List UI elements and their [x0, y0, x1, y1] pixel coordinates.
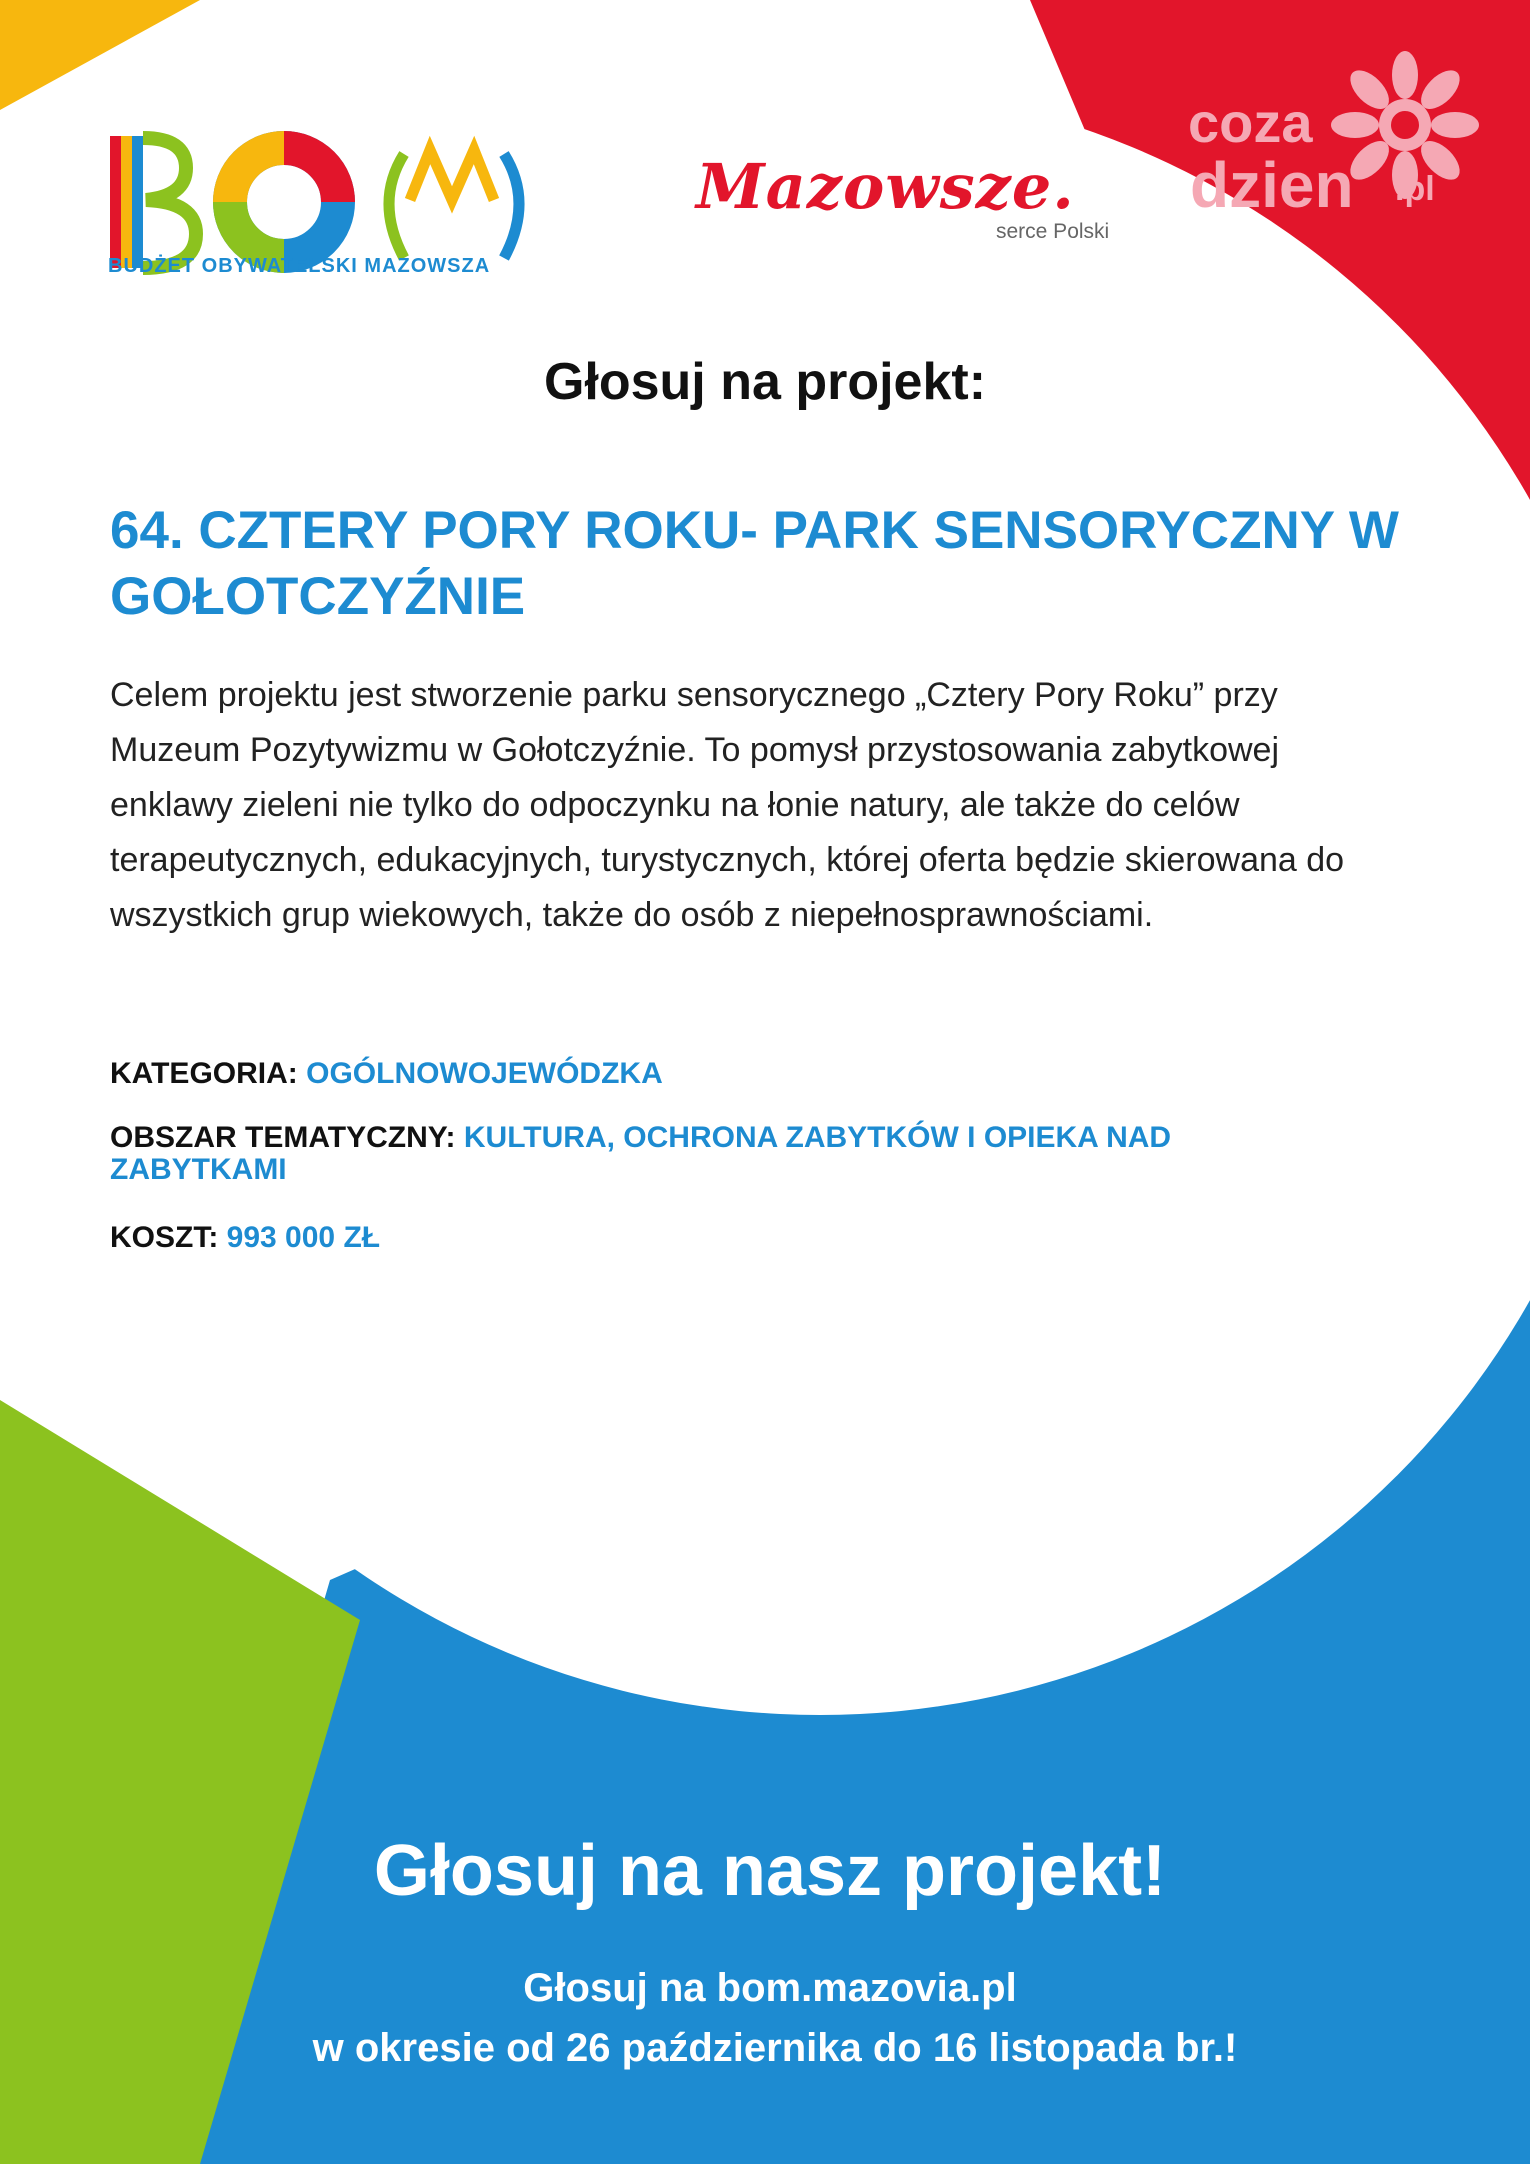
vote-cta-heading: Głosuj na nasz projekt!	[373, 1831, 1167, 1911]
vote-period-line: w okresie od 26 października do 16 listopada br.!	[312, 2026, 1238, 2070]
cost-label: KOSZT:	[110, 1221, 219, 1254]
cost-row	[110, 1222, 1340, 1254]
category-row	[110, 1058, 1340, 1090]
mazowsze-tagline: serce Polski	[996, 220, 1110, 243]
cost-value: 993 000 ZŁ	[226, 1221, 381, 1254]
cozadzien-logo-part2: dzien	[1190, 149, 1354, 221]
bom-caption: BUDŻET OBYWATELSKI MAZOWSZA	[108, 255, 491, 277]
category-label: KATEGORIA:	[110, 1057, 298, 1090]
project-description: Celem projektu jest stworzenie parku sensorycznego „Cztery Pory Roku” przy Muzeum Pozytywizmu w Gołotczyźnie. To pomysł przystosowania zabytkowej enklawy zieleni nie tylko do odpoczynku na łonie natury, ale także do celów terapeutycznych, edukacyjnych, turystycznych, której oferta będzie skierowana do wszystkich grup wiekowych, także do osób z niepełnosprawnościami.	[110, 676, 1345, 934]
mazowsze-logo: Mazowsze.	[696, 150, 1075, 223]
cozadzien-logo-part1: coza	[1188, 91, 1313, 154]
thematic-area-row	[110, 1122, 1340, 1186]
category-value: OGÓLNOWOJEWÓDZKA	[306, 1057, 663, 1090]
project-title: 64. CZTERY PORY ROKU- PARK SENSORYCZNY W GOŁOTCZYŹNIE	[110, 501, 1399, 626]
vote-url-line: Głosuj na bom.mazovia.pl	[523, 1966, 1017, 2010]
page-heading: Głosuj na projekt:	[543, 353, 987, 411]
thematic-area-label: OBSZAR TEMATYCZNY:	[110, 1121, 456, 1154]
thematic-area-value: KULTURA, OCHRONA ZABYTKÓW I OPIEKA NAD ZABYTKAMI	[110, 1121, 1172, 1186]
cozadzien-logo-domain: .pl	[1395, 170, 1435, 208]
